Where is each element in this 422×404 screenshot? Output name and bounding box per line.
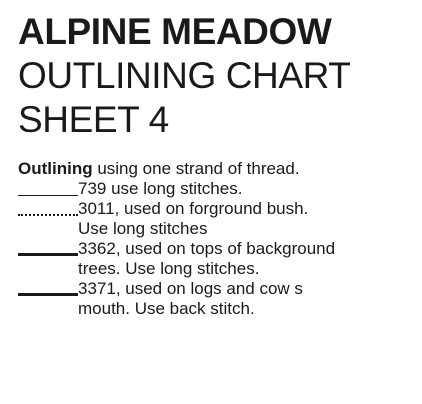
title-sheet-number: SHEET 4 (18, 99, 169, 140)
legend-entry-3011 (18, 199, 418, 239)
chart-title (18, 10, 418, 142)
line-swatch-dotted (18, 199, 78, 219)
line-swatch-solid-thick (18, 279, 78, 299)
legend-entry-continuation: trees. Use long stitches. (78, 259, 260, 278)
legend-entry-text: 3362, used on tops of background (78, 239, 336, 258)
title-chart-type: OUTLINING CHART (18, 55, 351, 96)
legend-intro (18, 159, 418, 179)
legend-entry-3371 (18, 279, 418, 319)
legend-entry-text: 3011, used on forground bush. (78, 199, 309, 218)
legend-entry-continuation: Use long stitches (78, 219, 208, 238)
legend-intro-rest: using one strand of thread. (92, 159, 300, 178)
outlining-legend (18, 159, 418, 319)
line-swatch-solid-thin (18, 179, 78, 199)
legend-entry-text: 739 use long stitches. (78, 179, 243, 198)
legend-entry-text: 3371, used on logs and cow s (78, 279, 303, 298)
legend-entry-3362 (18, 239, 418, 279)
legend-entry-continuation: mouth. Use back stitch. (78, 299, 255, 318)
legend-entry-739 (18, 179, 418, 199)
legend-intro-bold: Outlining (18, 159, 93, 178)
line-swatch-solid-thick (18, 239, 78, 259)
title-pattern-name: ALPINE MEADOW (18, 11, 332, 52)
